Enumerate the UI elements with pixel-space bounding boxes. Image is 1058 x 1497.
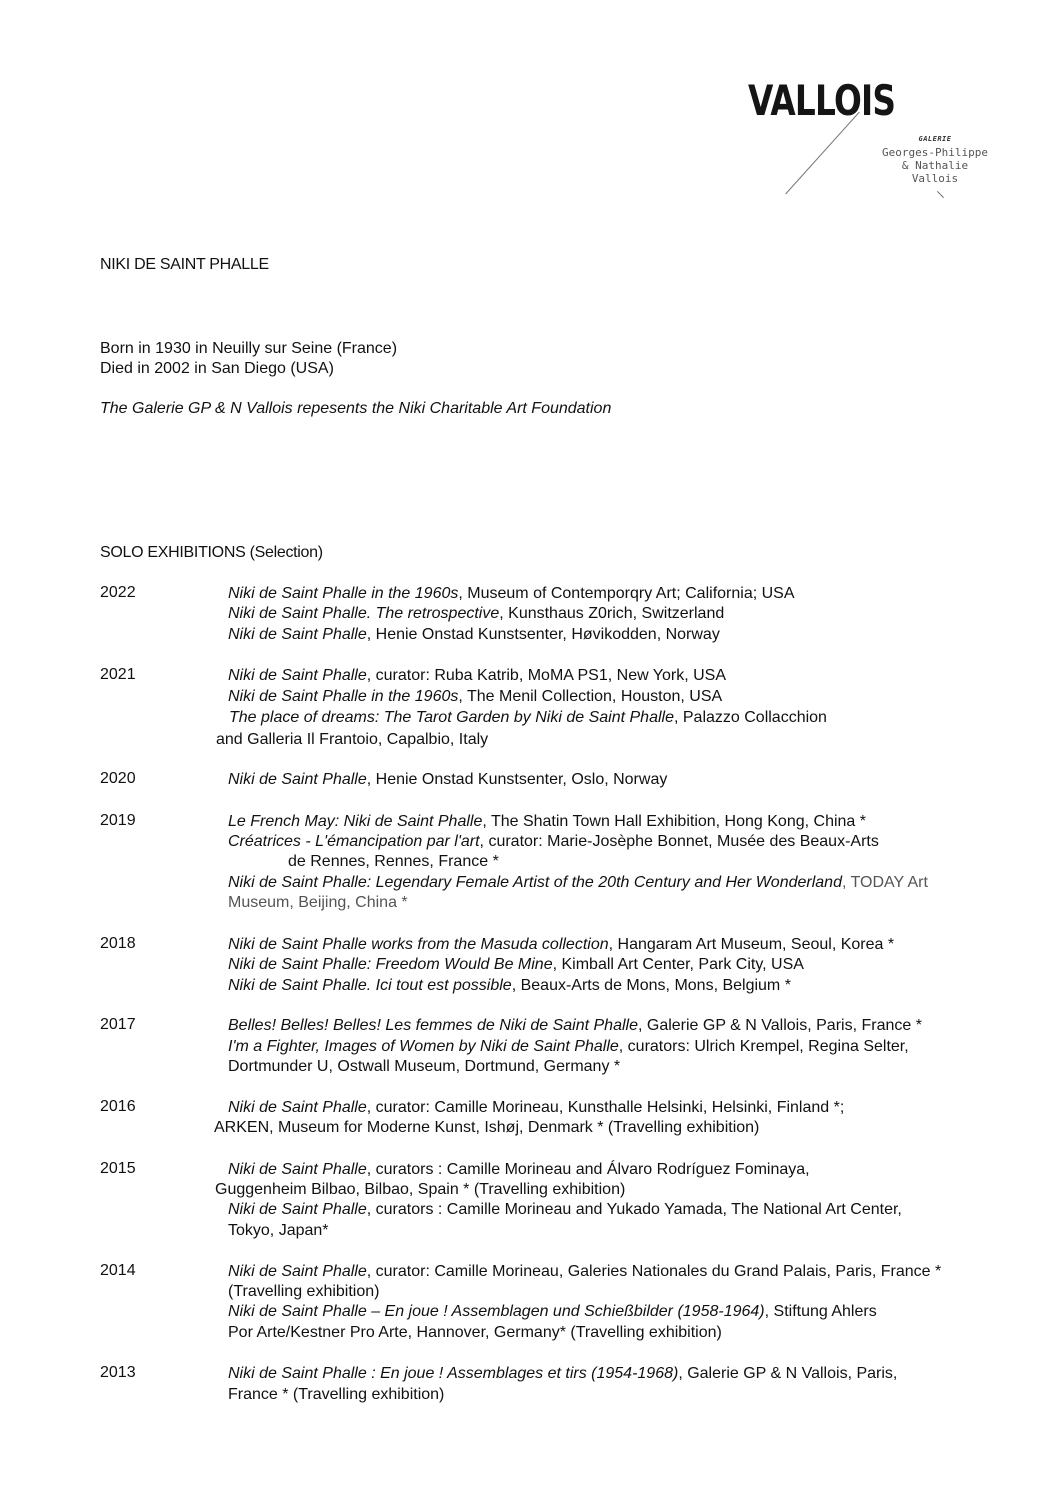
exhibition-details: Guggenheim Bilbao, Bilbao, Spain * (Travelling exhibition) <box>215 1181 626 1198</box>
exhibition-details: Tokyo, Japan* <box>228 1222 329 1239</box>
exhibition-title: I'm a Fighter, Images of Women by Niki de Saint Phalle <box>228 1038 619 1055</box>
exhibition-title: The place of dreams: The Tarot Garden by Niki de Saint Phalle <box>229 709 674 726</box>
artist-name: NIKI DE SAINT PHALLE <box>100 256 269 273</box>
exhibition-year: 2016 <box>100 1098 136 1115</box>
representation-note: The Galerie GP & N Vallois repesents the Niki Charitable Art Foundation <box>100 400 612 417</box>
exhibition-entry-line <box>228 1037 909 1057</box>
exhibition-details: , The Menil Collection, Houston, USA <box>458 688 723 705</box>
exhibition-title: Niki de Saint Phalle. Ici tout est possible <box>228 977 512 994</box>
exhibition-details: de Rennes, Rennes, France * <box>288 853 499 870</box>
exhibition-details: , Stiftung Ahlers <box>764 1303 877 1320</box>
exhibition-details: Dortmunder U, Ostwall Museum, Dortmund, Germany * <box>228 1058 621 1075</box>
exhibition-entry-line <box>228 1262 941 1282</box>
exhibition-year: 2019 <box>100 812 136 829</box>
exhibition-entry-line <box>228 1057 620 1077</box>
exhibition-title: Niki de Saint Phalle. The retrospective <box>228 605 500 622</box>
exhibition-entry-line <box>228 1221 329 1241</box>
exhibition-details: (Travelling exhibition) <box>228 1283 380 1300</box>
exhibition-entry-line <box>228 1160 810 1180</box>
galerie-label: GALERIE <box>918 135 952 143</box>
exhibition-details: , curator: Marie-Josèphe Bonnet, Musée des Beaux-Arts <box>479 833 879 850</box>
gallery-name-block <box>872 133 998 185</box>
exhibition-year: 2017 <box>100 1016 136 1033</box>
exhibition-entry-line <box>228 1323 722 1343</box>
exhibition-title: Le French May: Niki de Saint Phalle <box>228 813 483 830</box>
exhibition-entry-line <box>228 1385 444 1405</box>
exhibition-entry-line <box>228 1200 902 1220</box>
exhibition-details: France * (Travelling exhibition) <box>228 1386 445 1403</box>
exhibition-year: 2021 <box>100 666 136 683</box>
exhibition-title: Niki de Saint Phalle <box>228 1161 367 1178</box>
exhibition-title: Niki de Saint Phalle: Freedom Would Be Mine <box>228 956 553 973</box>
exhibition-entry-line <box>228 1282 379 1302</box>
exhibition-entry-line <box>228 604 724 624</box>
galerie-line: Georges-Philippe <box>882 146 988 159</box>
exhibition-title: Niki de Saint Phalle in the 1960s <box>228 688 459 705</box>
exhibition-title: Niki de Saint Phalle <box>228 771 367 788</box>
exhibition-year: 2015 <box>100 1160 136 1177</box>
bio-died: Died in 2002 in San Diego (USA) <box>100 360 334 377</box>
galerie-line: & Nathalie <box>901 159 969 172</box>
exhibition-title: Niki de Saint Phalle <box>228 667 367 684</box>
exhibition-details: , curator: Ruba Katrib, MoMA PS1, New York, USA <box>366 667 727 684</box>
exhibition-entry-line <box>228 893 408 913</box>
exhibition-details: Museum, Beijing, China * <box>228 894 408 911</box>
exhibition-details: , curator: Camille Morineau, Kunsthalle Helsinki, Helsinki, Finland *; <box>366 1099 845 1116</box>
exhibition-details: , Henie Onstad Kunstsenter, Oslo, Norway <box>366 771 668 788</box>
exhibition-title: Niki de Saint Phalle works from the Masuda collection <box>228 936 609 953</box>
exhibition-title: Niki de Saint Phalle – En joue ! Assemblagen und Schießbilder (1958-1964) <box>228 1303 765 1320</box>
exhibition-details: , curator: Camille Morineau, Galeries Nationales du Grand Palais, Paris, France * <box>366 1263 942 1280</box>
exhibition-entry-line <box>216 730 488 750</box>
galerie-line: Vallois <box>911 172 959 185</box>
exhibition-details: , TODAY Art <box>841 874 928 891</box>
exhibition-title: Niki de Saint Phalle: Legendary Female Artist of the 20th Century and Her Wonderland <box>228 874 842 891</box>
exhibition-details: , The Shatin Town Hall Exhibition, Hong Kong, China * <box>482 813 866 830</box>
exhibition-entry-line <box>228 812 866 832</box>
exhibition-details: , Beaux-Arts de Mons, Mons, Belgium * <box>511 977 791 994</box>
exhibition-entry-line <box>228 584 795 604</box>
exhibition-entry-line <box>228 666 726 686</box>
exhibition-title: Niki de Saint Phalle <box>228 1201 367 1218</box>
exhibition-entry-line <box>228 935 894 955</box>
section-title: SOLO EXHIBITIONS (Selection) <box>100 544 323 561</box>
exhibition-entry-line <box>228 873 928 893</box>
exhibition-details: , Museum of Contemporqry Art; California; USA <box>458 585 795 602</box>
exhibition-title: Créatrices - L'émancipation par l'art <box>228 833 480 850</box>
exhibition-details: ARKEN, Museum for Moderne Kunst, Ishøj, Denmark * (Travelling exhibition) <box>214 1119 760 1136</box>
exhibition-details: , curators : Camille Morineau and Yukado Yamada, The National Art Center, <box>366 1201 902 1218</box>
exhibition-entry-line <box>215 1180 625 1200</box>
exhibition-entry-line <box>228 1098 844 1118</box>
exhibition-entry-line <box>288 852 499 872</box>
exhibition-entry-line <box>228 976 791 996</box>
bio-born: Born in 1930 in Neuilly sur Seine (France) <box>100 340 398 357</box>
exhibition-year: 2013 <box>100 1364 136 1381</box>
exhibition-entry-line <box>228 625 720 645</box>
exhibition-entry-line <box>229 708 827 728</box>
exhibition-entry-line <box>228 1302 877 1322</box>
exhibition-title: Niki de Saint Phalle <box>228 1263 367 1280</box>
exhibition-details: , curators : Camille Morineau and Álvaro Rodríguez Fominaya, <box>366 1161 810 1178</box>
exhibition-year: 2022 <box>100 584 136 601</box>
exhibition-details: , Galerie GP & N Vallois, Paris, <box>678 1365 898 1382</box>
exhibition-entry-line <box>228 1016 922 1036</box>
exhibition-year: 2020 <box>100 770 136 787</box>
exhibition-entry-line <box>228 687 722 707</box>
exhibition-details: , Kunsthaus Z0rich, Switzerland <box>499 605 725 622</box>
exhibition-details: Por Arte/Kestner Pro Arte, Hannover, Germany* (Travelling exhibition) <box>228 1324 722 1341</box>
exhibition-details: , Palazzo Collacchion <box>673 709 827 726</box>
exhibition-entry-line <box>228 832 879 852</box>
exhibition-year: 2018 <box>100 935 136 952</box>
gallery-logo: VALLOIS <box>748 76 896 125</box>
exhibition-entry-line <box>228 1364 897 1384</box>
exhibition-year: 2014 <box>100 1262 136 1279</box>
exhibition-details: , curators: Ulrich Krempel, Regina Selter, <box>618 1038 909 1055</box>
logo-tick-mark <box>937 191 944 198</box>
exhibition-entry-line <box>214 1118 759 1138</box>
exhibition-title: Belles! Belles! Belles! Les femmes de Niki de Saint Phalle <box>228 1017 638 1034</box>
exhibition-details: , Hangaram Art Museum, Seoul, Korea * <box>608 936 895 953</box>
exhibition-details: , Henie Onstad Kunstsenter, Høvikodden, Norway <box>366 626 720 643</box>
exhibition-title: Niki de Saint Phalle in the 1960s <box>228 585 459 602</box>
exhibition-details: , Galerie GP & N Vallois, Paris, France * <box>637 1017 922 1034</box>
exhibition-entry-line <box>228 770 667 790</box>
exhibition-title: Niki de Saint Phalle <box>228 1099 367 1116</box>
exhibition-details: , Kimball Art Center, Park City, USA <box>552 956 804 973</box>
exhibition-title: Niki de Saint Phalle <box>228 626 367 643</box>
exhibition-title: Niki de Saint Phalle : En joue ! Assemblages et tirs (1954-1968) <box>228 1365 679 1382</box>
exhibition-details: and Galleria Il Frantoio, Capalbio, Italy <box>216 731 489 748</box>
exhibition-entry-line <box>228 955 804 975</box>
